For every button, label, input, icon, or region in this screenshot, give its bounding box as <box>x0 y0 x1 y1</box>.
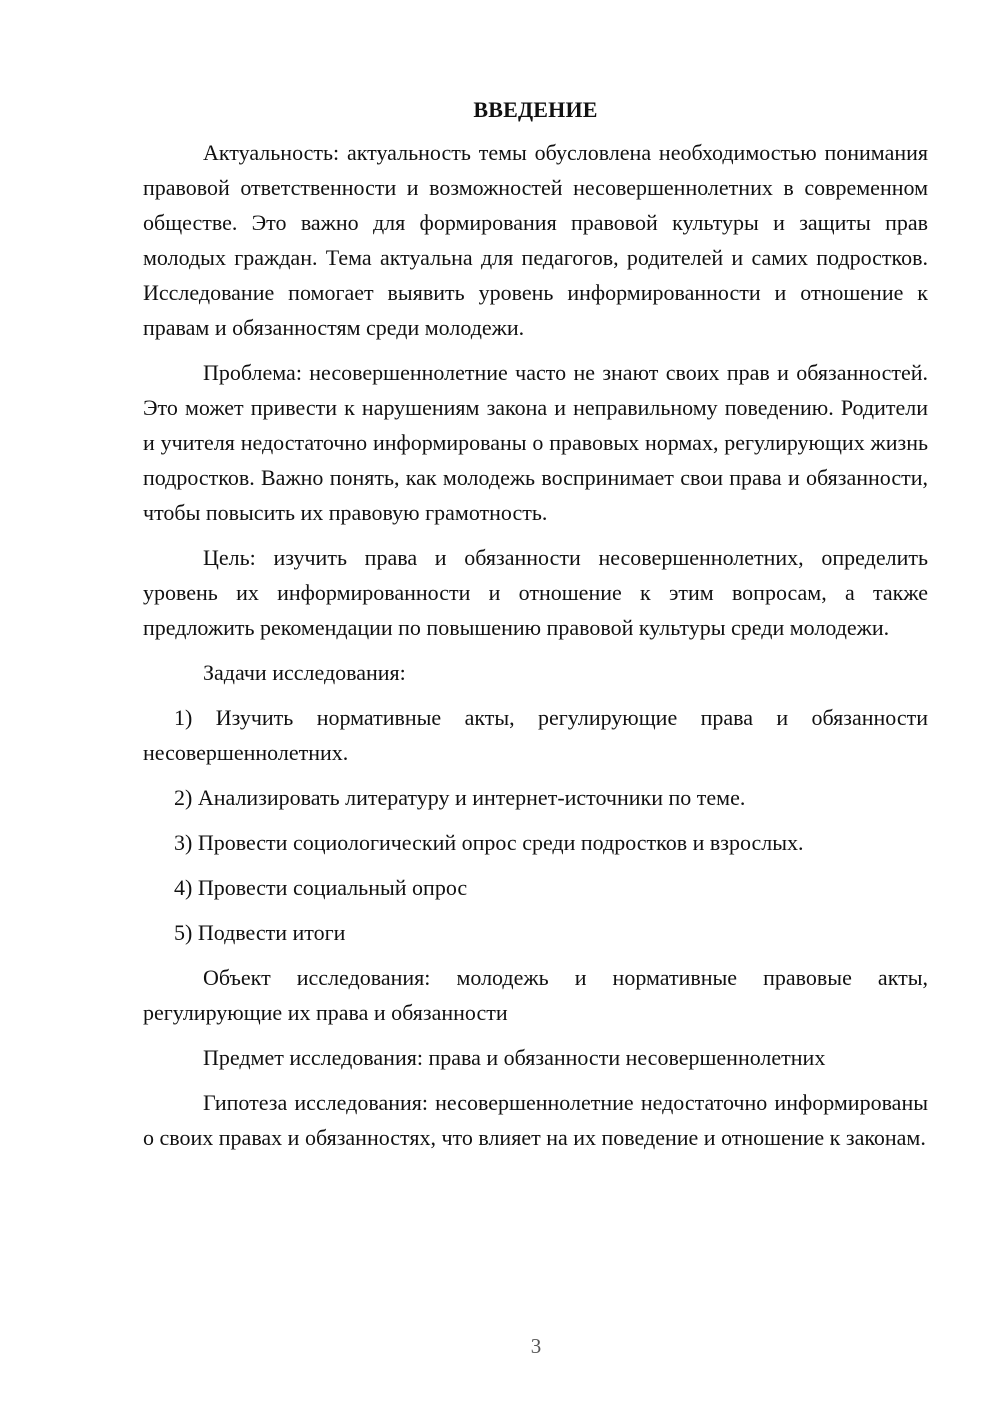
page-title: ВВЕДЕНИЕ <box>473 97 598 122</box>
task-item-5: 5) Подвести итоги <box>174 920 346 945</box>
page-number: 3 <box>530 1334 542 1358</box>
task-item-4: 4) Провести социальный опрос <box>174 875 468 900</box>
goal-paragraph: Цель: изучить права и обязанности несовершеннолетних, определить уровень их информированности и отношение к этим вопросам, а также предложить рекомендации по повышению правовой культуры среди молодежи. <box>143 545 928 640</box>
problem-paragraph: Проблема: несовершеннолетние часто не знают своих прав и обязанностей. Это может привести к нарушениям закона и неправильному поведению. Родители и учителя недостаточно информированы о правовых нормах, регулирующих жизнь подростков. Важно понять, как молодежь воспринимает свои права и обязанности, чтобы повысить их правовую грамотность. <box>143 360 928 525</box>
page-content <box>143 95 928 1165</box>
task-item-3: 3) Провести социологический опрос среди подростков и взрослых. <box>174 830 804 855</box>
subject-paragraph: Предмет исследования: права и обязанности несовершеннолетних <box>203 1045 826 1070</box>
tasks-heading: Задачи исследования: <box>203 660 406 685</box>
task-item-1: 1) Изучить нормативные акты, регулирующие права и обязанности несовершеннолетних. <box>143 705 928 765</box>
task-item-2: 2) Анализировать литературу и интернет-источники по теме. <box>174 785 746 810</box>
object-paragraph: Объект исследования: молодежь и нормативные правовые акты, регулирующие их права и обязанности <box>143 965 928 1025</box>
hypothesis-paragraph: Гипотеза исследования: несовершеннолетние недостаточно информированы о своих правах и обязанностях, что влияет на их поведение и отношение к законам. <box>143 1090 928 1150</box>
relevance-paragraph: Актуальность: актуальность темы обусловлена необходимостью понимания правовой ответственности и возможностей несовершеннолетних в современном обществе. Это важно для формирования правовой культуры и защиты прав молодых граждан. Тема актуальна для педагогов, родителей и самих подростков. Исследование помогает выявить уровень информированности и отношение к правам и обязанностям среди молодежи. <box>143 140 928 340</box>
